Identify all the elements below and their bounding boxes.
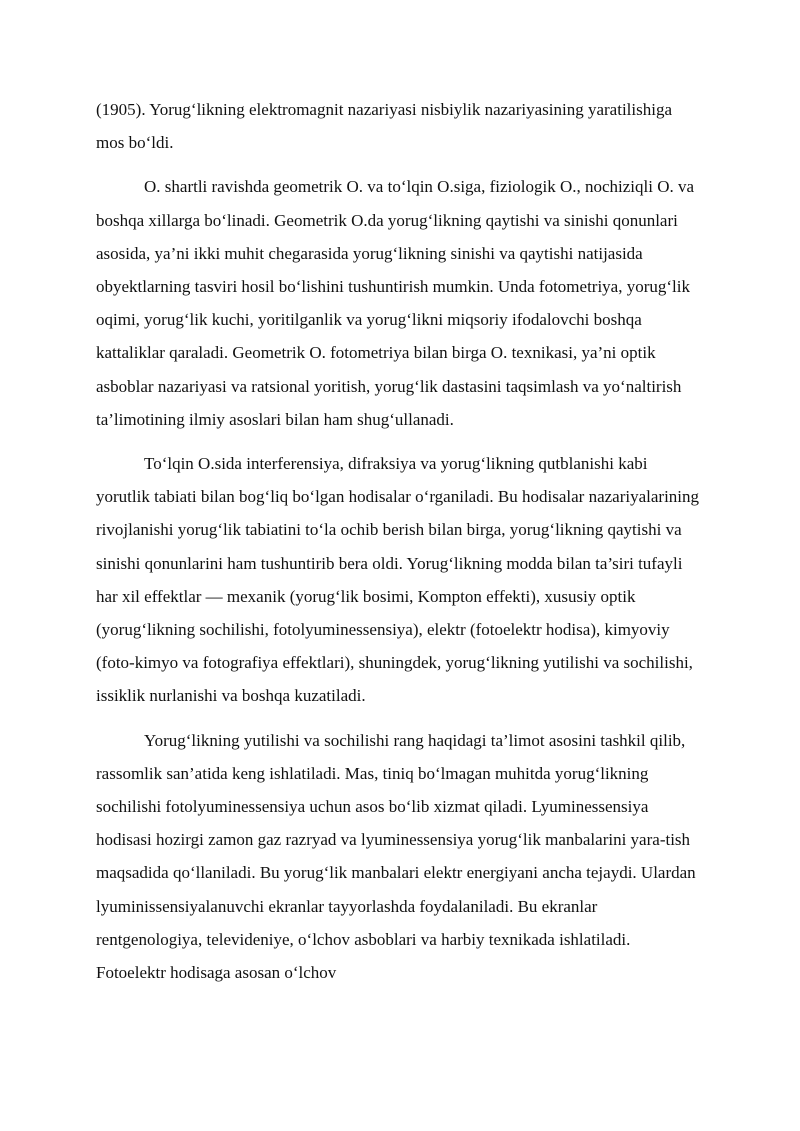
paragraph-4: Yorug‘likning yutilishi va sochilishi rang haqidagi ta’limot asosini tashkil qilib, rassomlik san’atida keng ishlatiladi. Mas, tiniq bo‘lmagan muhitda yorug‘likning sochilishi fotolyuminessensiya uchun asos bo‘lib xizmat qiladi. Lyuminessensiya hodisasi hozirgi zamon gaz razryad va lyuminessensiya yorug‘lik manbalarini yara-tish maqsadida qo‘llaniladi. Bu yorug‘lik manbalari elektr energiyani ancha tejaydi. Ulardan lyuminissensiyalanuvchi ekranlar tayyorlashda foydalaniladi. Bu ekranlar rentgenologiya, televideniye, o‘lchov asboblari va harbiy texnikada ishlatiladi. Fotoelektr hodisaga asosan o‘lchov — [96, 730, 696, 983]
document-page — [96, 93, 704, 989]
paragraph-3: To‘lqin O.sida interferensiya, difraksiya va yorug‘likning qutblanishi kabi yorutlik tabiati bilan bog‘liq bo‘lgan hodisalar o‘rganiladi. Bu hodisalar nazariyalarining rivojlanishi yorug‘lik tabiatini to‘la ochib berish bilan birga, yorug‘likning qaytishi va sinishi qonunlarini ham tushuntirib bera oldi. Yorug‘likning modda bilan ta’siri tufayli har xil effektlar — mexanik (yorug‘lik bosimi, Kompton effekti), xususiy optik (yorug‘likning sochilishi, fotolyuminessensiya), elektr (fotoelektr hodisa), kimyoviy (foto-kimyo va fotografiya effektlari), shuningdek, yorug‘likning yutilishi va sochilishi, issiklik nurlanishi va boshqa kuzatiladi. — [96, 454, 700, 706]
paragraph-2: O. shartli ravishda geometrik O. va to‘lqin O.siga, fiziologik O., nochiziqli O. va boshqa xillarga bo‘linadi. Geometrik O.da yorug‘likning qaytishi va sinishi qonunlari asosida, ya’ni ikki muhit chegarasida yorug‘likning sinishi va qaytishi natijasida obyektlarning tasviri hosil bo‘lishini tushuntirish mumkin. Unda fotometriya, yorug‘lik oqimi, yorug‘lik kuchi, yoritilganlik va yorug‘likni miqsoriy ifodalovchi boshqa kattaliklar qaraladi. Geometrik O. fotometriya bilan birga O. texnikasi, ya’ni optik asboblar nazariyasi va ratsional yoritish, yorug‘lik dastasini taqsimlash va yo‘naltirish ta’limotining ilmiy asoslari bilan ham shug‘ullanadi. — [96, 177, 695, 429]
paragraph-1: (1905). Yorug‘likning elektromagnit nazariyasi nisbiylik nazariyasining yaratilishiga mos bo‘ldi. — [96, 100, 672, 153]
